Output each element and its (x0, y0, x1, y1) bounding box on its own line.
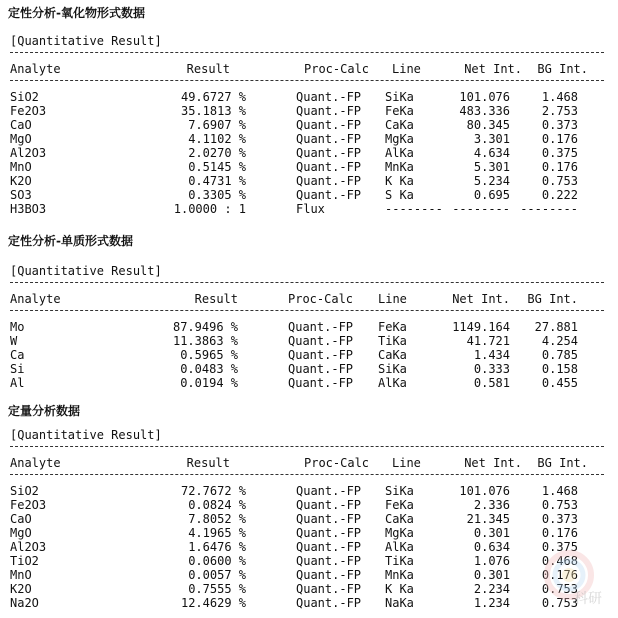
cell-bg-int: 0.753 (541, 498, 578, 512)
cell-bg-int: 0.158 (541, 362, 578, 376)
header-bg-int: BG Int. (537, 62, 588, 76)
cell-proc-calc: Quant.-FP (296, 582, 362, 596)
cell-result: 87.9496 % (172, 320, 238, 334)
table-row (0, 582, 618, 596)
cell-line: CaKa (385, 118, 414, 132)
dashed-rule (10, 80, 604, 81)
table-row (0, 132, 618, 146)
table-row (0, 498, 618, 512)
cell-net-int: 2.234 (473, 582, 510, 596)
cell-result: 0.5145 % (188, 160, 246, 174)
cell-proc-calc: Quant.-FP (296, 188, 362, 202)
cell-analyte: SiO2 (10, 484, 39, 498)
cell-proc-calc: Quant.-FP (288, 362, 354, 376)
cell-net-int: 483.336 (459, 104, 510, 118)
header-bg-int: BG Int. (527, 292, 578, 306)
cell-proc-calc: Quant.-FP (296, 596, 362, 610)
cell-result: 0.5965 % (180, 348, 238, 362)
cell-net-int: 1.076 (473, 554, 510, 568)
cell-analyte: Al (10, 376, 25, 390)
cell-analyte: TiO2 (10, 554, 39, 568)
cell-line: CaKa (378, 348, 407, 362)
cell-net-int: 4.634 (473, 146, 510, 160)
cell-analyte: MnO (10, 160, 32, 174)
header-net-int: Net Int. (452, 292, 510, 306)
cell-result: 0.0483 % (180, 362, 238, 376)
cell-bg-int: 27.881 (534, 320, 578, 334)
cell-result: 0.0194 % (180, 376, 238, 390)
cell-result: 1.0000 : 1 (173, 202, 246, 216)
cell-line: SiKa (378, 362, 407, 376)
cell-line: MnKa (385, 568, 414, 582)
cell-proc-calc: Quant.-FP (288, 348, 354, 362)
table-row (0, 362, 618, 376)
section-heading: 定性分析-单质形式数据 (8, 234, 133, 248)
cell-proc-calc: Quant.-FP (296, 90, 362, 104)
cell-result: 7.8052 % (188, 512, 246, 526)
cell-line: MnKa (385, 160, 414, 174)
cell-net-int: -------- (452, 202, 510, 216)
cell-line: TiKa (385, 554, 414, 568)
cell-bg-int: 1.468 (541, 484, 578, 498)
table-header (0, 62, 618, 76)
table-row (0, 320, 618, 334)
header-proc-calc: Proc-Calc (304, 456, 370, 470)
cell-analyte: SiO2 (10, 90, 39, 104)
table-row (0, 348, 618, 362)
cell-net-int: 0.634 (473, 540, 510, 554)
cell-result: 0.0824 % (188, 498, 246, 512)
report-label: [Quantitative Result] (10, 34, 162, 48)
cell-result: 11.3863 % (172, 334, 238, 348)
cell-net-int: 5.234 (473, 174, 510, 188)
cell-analyte: K2O (10, 174, 32, 188)
cell-result: 1.6476 % (188, 540, 246, 554)
cell-bg-int: 0.176 (541, 160, 578, 174)
cell-proc-calc: Quant.-FP (296, 526, 362, 540)
cell-bg-int: 1.468 (541, 90, 578, 104)
cell-proc-calc: Quant.-FP (296, 512, 362, 526)
cell-line: S Ka (385, 188, 414, 202)
table-row (0, 118, 618, 132)
cell-line: AlKa (385, 540, 414, 554)
cell-analyte: Na2O (10, 596, 39, 610)
cell-proc-calc: Quant.-FP (296, 146, 362, 160)
cell-net-int: 5.301 (473, 160, 510, 174)
cell-proc-calc: Quant.-FP (296, 484, 362, 498)
header-proc-calc: Proc-Calc (304, 62, 370, 76)
cell-net-int: 41.721 (466, 334, 510, 348)
cell-analyte: H3BO3 (10, 202, 47, 216)
cell-net-int: 21.345 (466, 512, 510, 526)
cell-bg-int: 0.176 (541, 526, 578, 540)
dashed-rule (10, 474, 604, 475)
table-row (0, 526, 618, 540)
dashed-rule (10, 52, 604, 53)
cell-result: 35.1813 % (180, 104, 246, 118)
table-row (0, 188, 618, 202)
cell-line: K Ka (385, 174, 414, 188)
section-heading: 定量分析数据 (8, 404, 81, 418)
header-line: Line (392, 62, 421, 76)
table-row (0, 104, 618, 118)
cell-result: 4.1965 % (188, 526, 246, 540)
cell-line: SiKa (385, 484, 414, 498)
header-bg-int: BG Int. (537, 456, 588, 470)
cell-proc-calc: Quant.-FP (296, 568, 362, 582)
cell-line: SiKa (385, 90, 414, 104)
cell-line: CaKa (385, 512, 414, 526)
cell-proc-calc: Quant.-FP (296, 174, 362, 188)
table-row (0, 484, 618, 498)
cell-line: AlKa (385, 146, 414, 160)
cell-net-int: 0.301 (473, 526, 510, 540)
dashed-rule (10, 446, 604, 447)
header-result: Result (186, 456, 230, 470)
cell-proc-calc: Quant.-FP (296, 132, 362, 146)
cell-bg-int: 2.753 (541, 104, 578, 118)
cell-bg-int: 0.753 (541, 582, 578, 596)
table-row (0, 334, 618, 348)
table-row (0, 512, 618, 526)
cell-proc-calc: Quant.-FP (296, 498, 362, 512)
header-line: Line (378, 292, 407, 306)
cell-line: AlKa (378, 376, 407, 390)
header-result: Result (186, 62, 230, 76)
cell-analyte: MgO (10, 526, 32, 540)
cell-result: 12.4629 % (180, 596, 246, 610)
cell-line: NaKa (385, 596, 414, 610)
cell-net-int: 101.076 (459, 484, 510, 498)
cell-net-int: 1.234 (473, 596, 510, 610)
cell-result: 0.7555 % (188, 582, 246, 596)
cell-result: 72.7672 % (180, 484, 246, 498)
cell-bg-int: 0.455 (541, 376, 578, 390)
dashed-rule (10, 310, 604, 311)
watermark-text: 科研 (574, 591, 602, 607)
cell-result: 49.6727 % (180, 90, 246, 104)
cell-analyte: Al2O3 (10, 146, 47, 160)
cell-proc-calc: Quant.-FP (288, 334, 354, 348)
cell-analyte: CaO (10, 118, 32, 132)
cell-proc-calc: Quant.-FP (296, 540, 362, 554)
cell-net-int: 1.434 (473, 348, 510, 362)
cell-net-int: 80.345 (466, 118, 510, 132)
report-label: [Quantitative Result] (10, 428, 162, 442)
cell-line: FeKa (385, 104, 414, 118)
cell-line: -------- (385, 202, 443, 216)
cell-line: FeKa (378, 320, 407, 334)
cell-bg-int: 0.753 (541, 596, 578, 610)
cell-net-int: 101.076 (459, 90, 510, 104)
cell-result: 0.0600 % (188, 554, 246, 568)
header-proc-calc: Proc-Calc (288, 292, 354, 306)
table-row (0, 376, 618, 390)
table-header (0, 292, 618, 306)
cell-line: K Ka (385, 582, 414, 596)
cell-net-int: 3.301 (473, 132, 510, 146)
cell-net-int: 2.336 (473, 498, 510, 512)
cell-proc-calc: Quant.-FP (288, 376, 354, 390)
cell-result: 0.0057 % (188, 568, 246, 582)
cell-bg-int: 0.373 (541, 118, 578, 132)
cell-result: 4.1102 % (188, 132, 246, 146)
cell-analyte: CaO (10, 512, 32, 526)
cell-analyte: K2O (10, 582, 32, 596)
header-line: Line (392, 456, 421, 470)
dashed-rule (10, 282, 604, 283)
cell-proc-calc: Quant.-FP (296, 160, 362, 174)
table-row (0, 174, 618, 188)
cell-line: MgKa (385, 132, 414, 146)
cell-analyte: SO3 (10, 188, 32, 202)
cell-bg-int: 0.375 (541, 540, 578, 554)
table-row (0, 568, 618, 582)
cell-analyte: Al2O3 (10, 540, 47, 554)
cell-net-int: 0.581 (473, 376, 510, 390)
cell-proc-calc: Quant.-FP (296, 104, 362, 118)
cell-bg-int: 0.468 (541, 554, 578, 568)
cell-net-int: 0.333 (473, 362, 510, 376)
cell-result: 2.0270 % (188, 146, 246, 160)
header-analyte: Analyte (10, 292, 61, 306)
cell-analyte: Fe2O3 (10, 104, 47, 118)
table-row (0, 90, 618, 104)
cell-net-int: 0.695 (473, 188, 510, 202)
header-analyte: Analyte (10, 456, 61, 470)
cell-bg-int: 0.176 (541, 132, 578, 146)
table-row (0, 202, 618, 216)
cell-analyte: Ca (10, 348, 25, 362)
table-header (0, 456, 618, 470)
cell-bg-int: 0.373 (541, 512, 578, 526)
cell-proc-calc: Quant.-FP (288, 320, 354, 334)
header-analyte: Analyte (10, 62, 61, 76)
cell-bg-int: 0.785 (541, 348, 578, 362)
section-heading: 定性分析-氧化物形式数据 (8, 6, 145, 20)
cell-bg-int: 0.176 (541, 568, 578, 582)
cell-analyte: Mo (10, 320, 25, 334)
cell-net-int: 0.301 (473, 568, 510, 582)
cell-analyte: MnO (10, 568, 32, 582)
table-row (0, 554, 618, 568)
cell-net-int: 1149.164 (452, 320, 510, 334)
cell-bg-int: 4.254 (541, 334, 578, 348)
cell-result: 7.6907 % (188, 118, 246, 132)
cell-bg-int: 0.375 (541, 146, 578, 160)
cell-proc-calc: Flux (296, 202, 325, 216)
cell-analyte: MgO (10, 132, 32, 146)
table-row (0, 596, 618, 610)
report-label: [Quantitative Result] (10, 264, 162, 278)
table-row (0, 146, 618, 160)
cell-result: 0.3305 % (188, 188, 246, 202)
header-net-int: Net Int. (464, 62, 522, 76)
cell-analyte: W (10, 334, 18, 348)
header-result: Result (194, 292, 238, 306)
cell-analyte: Si (10, 362, 25, 376)
cell-proc-calc: Quant.-FP (296, 118, 362, 132)
table-row (0, 540, 618, 554)
cell-analyte: Fe2O3 (10, 498, 47, 512)
cell-line: TiKa (378, 334, 407, 348)
cell-line: FeKa (385, 498, 414, 512)
cell-result: 0.4731 % (188, 174, 246, 188)
header-net-int: Net Int. (464, 456, 522, 470)
cell-bg-int: 0.753 (541, 174, 578, 188)
cell-bg-int: -------- (520, 202, 578, 216)
cell-bg-int: 0.222 (541, 188, 578, 202)
cell-proc-calc: Quant.-FP (296, 554, 362, 568)
table-row (0, 160, 618, 174)
cell-line: MgKa (385, 526, 414, 540)
